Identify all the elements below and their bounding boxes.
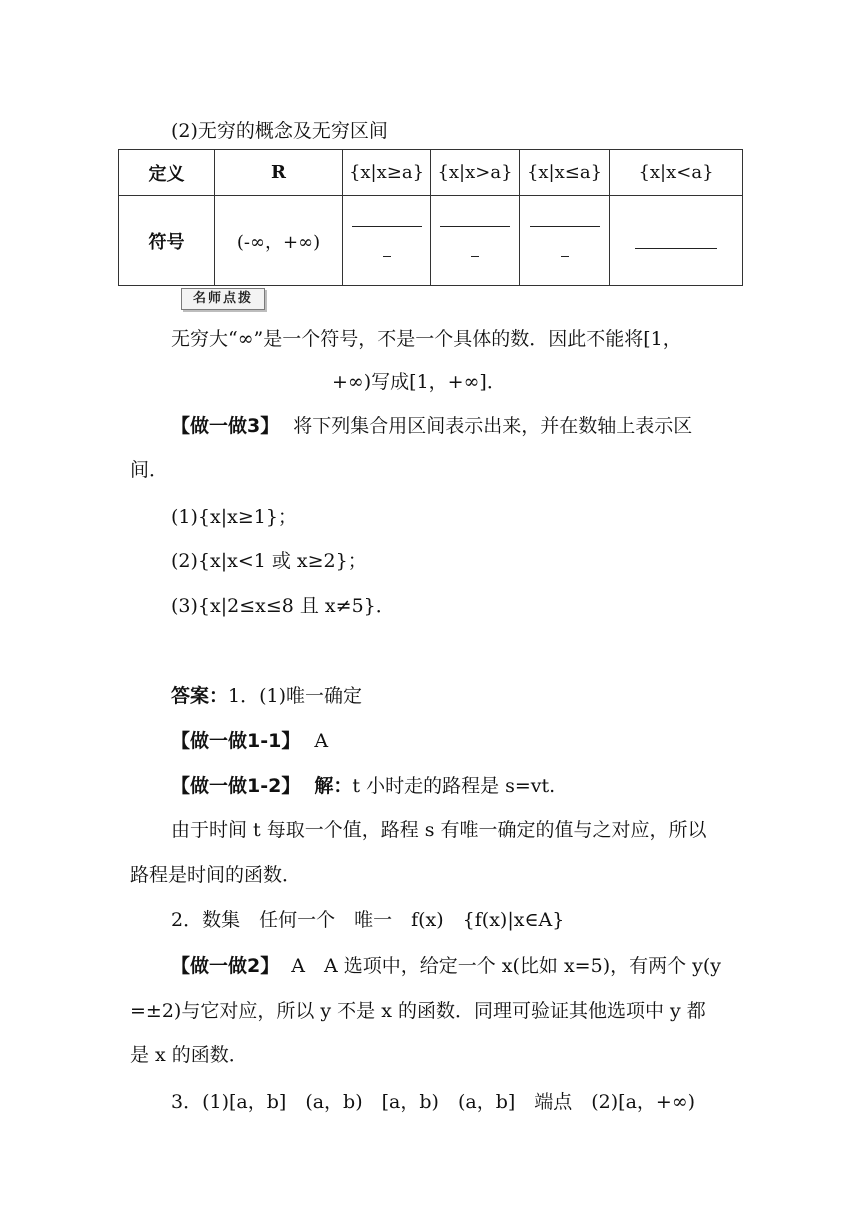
section-heading: (2)无穷的概念及无穷区间 xyxy=(171,120,388,142)
header-cell-definition: 定义 xyxy=(119,150,215,196)
blank-cell xyxy=(610,196,743,286)
answer-ex-2-line-2: =±2)与它对应，所以 y 不是 x 的函数．同理可验证其他选项中 y 都 xyxy=(130,1000,706,1022)
answer-paragraph-line-2: 路程是时间的函数． xyxy=(130,864,302,886)
teacher-tip-badge: 名师点拨 xyxy=(181,288,265,310)
exercise-1-2-text: t 小时走的路程是 s=vt. xyxy=(352,775,556,797)
blank-underline xyxy=(471,256,479,257)
answers-line-1 xyxy=(171,681,362,708)
blank-cell xyxy=(520,196,610,286)
header-cell-leq-a: {x|x≤a} xyxy=(520,150,610,196)
answers-label: 答案： xyxy=(171,685,229,707)
answer-item-3: 3．(1)[a，b] (a，b) [a，b) (a，b] 端点 (2)[a，+∞) xyxy=(171,1091,696,1113)
exercise-2-text-1: A A 选项中，给定一个 x(比如 x=5)，有两个 y(y xyxy=(291,955,722,977)
exercise-3-text: 将下列集合用区间表示出来，并在数轴上表示区 xyxy=(293,415,693,437)
header-cell-gt-a: {x|x>a} xyxy=(431,150,520,196)
infinite-interval-table xyxy=(118,149,743,286)
exercise-3-item-1: (1){x|x≥1}； xyxy=(171,506,297,528)
answer-paragraph-line-1: 由于时间 t 每取一个值，路程 s 有唯一确定的值与之对应，所以 xyxy=(171,819,707,841)
symbol-cell-all-reals: (-∞，+∞) xyxy=(215,196,343,286)
blank-underline xyxy=(530,226,600,227)
exercise-1-1-answer: A xyxy=(314,730,329,752)
header-cell-geq-a: {x|x≥a} xyxy=(343,150,431,196)
exercise-3-item-2: (2){x|x<1 或 x≥2}； xyxy=(171,550,367,572)
exercise-3-line-1 xyxy=(171,411,692,438)
blank-underline xyxy=(635,248,717,249)
table-row xyxy=(119,150,743,196)
blank-underline xyxy=(440,226,510,227)
note-line-1: 无穷大“∞”是一个符号，不是一个具体的数．因此不能将[1， xyxy=(171,328,682,350)
note-line-2: +∞)写成[1，+∞]． xyxy=(332,371,506,393)
answer-ex-1-1 xyxy=(171,726,328,753)
blank-cell xyxy=(343,196,431,286)
answer-ex-2-line-3: 是 x 的函数． xyxy=(130,1044,248,1066)
answer-ex-2-line-1 xyxy=(171,951,721,978)
row-label-symbol: 符号 xyxy=(119,196,215,286)
solution-label: 解： xyxy=(314,775,353,797)
blank-underline xyxy=(383,256,391,257)
answer-item-1: 1．(1)唯一确定 xyxy=(228,685,363,707)
header-cell-lt-a: {x|x<a} xyxy=(610,150,743,196)
exercise-3-label: 【做一做3】 xyxy=(171,415,280,437)
blank-underline xyxy=(561,256,569,257)
exercise-1-2-label: 【做一做1-2】 xyxy=(171,775,301,797)
exercise-3-item-3: (3){x|2≤x≤8 且 x≠5}． xyxy=(171,595,395,617)
table-row xyxy=(119,196,743,286)
answer-item-2: 2．数集 任何一个 唯一 f(x) {f(x)|x∈A} xyxy=(171,909,565,931)
exercise-1-1-label: 【做一做1-1】 xyxy=(171,730,301,752)
answer-ex-1-2 xyxy=(171,771,555,798)
exercise-2-label: 【做一做2】 xyxy=(171,955,280,977)
header-cell-r: R xyxy=(215,150,343,196)
exercise-3-line-2: 间． xyxy=(130,459,169,481)
blank-cell xyxy=(431,196,520,286)
blank-underline xyxy=(352,226,422,227)
